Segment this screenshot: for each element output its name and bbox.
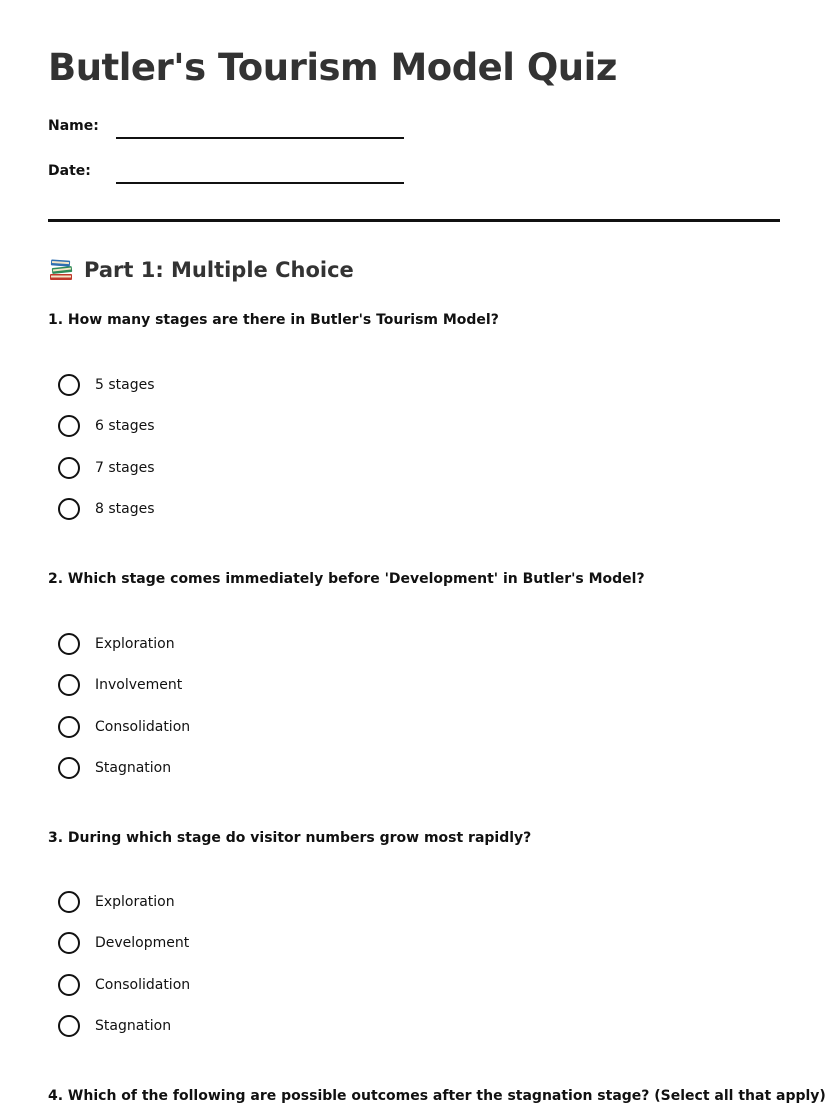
date-field [48,163,408,187]
option-label: 7 stages [95,460,155,476]
q1-option-3[interactable] [58,455,458,481]
option-label: 6 stages [95,418,155,434]
question-text: 1. How many stages are there in Butler's Tourism Model? [48,312,499,328]
option-label: Consolidation [95,719,191,735]
option-label: Stagnation [95,760,172,776]
option-label: Consolidation [95,977,191,993]
q3-option-3[interactable] [58,972,458,998]
radio-button[interactable] [58,891,80,913]
option-label: Development [95,935,190,951]
radio-button[interactable] [58,932,80,954]
q3-option-2[interactable] [58,930,458,956]
name-label: Name: [48,118,99,134]
radio-button[interactable] [58,457,80,479]
q2-option-1[interactable] [58,631,458,657]
q1-option-4[interactable] [58,496,458,522]
q3-option-4[interactable] [58,1013,458,1039]
radio-button[interactable] [58,674,80,696]
quiz-title: Butler's Tourism Model Quiz [48,46,617,89]
radio-button[interactable] [58,716,80,738]
radio-button[interactable] [58,757,80,779]
date-label: Date: [48,163,91,179]
option-label: Exploration [95,894,175,910]
radio-button[interactable] [58,974,80,996]
q1-option-2[interactable] [58,413,458,439]
q2-option-3[interactable] [58,714,458,740]
q2-option-4[interactable] [58,755,458,781]
radio-button[interactable] [58,498,80,520]
radio-button[interactable] [58,1015,80,1037]
header-divider [48,219,780,222]
date-input-line[interactable] [116,182,404,184]
radio-button[interactable] [58,415,80,437]
name-input-line[interactable] [116,137,404,139]
name-field [48,118,408,142]
section-heading [48,258,354,282]
section-heading-text: Part 1: Multiple Choice [84,258,354,282]
radio-button[interactable] [58,374,80,396]
q1-option-1[interactable] [58,372,458,398]
option-label: Involvement [95,677,183,693]
question-text: 4. Which of the following are possible outcomes after the stagnation stage? (Select all that apply) [48,1088,826,1104]
option-label: 8 stages [95,501,155,517]
option-label: 5 stages [95,377,155,393]
books-icon [48,258,74,282]
question-text: 3. During which stage do visitor numbers grow most rapidly? [48,830,532,846]
option-label: Exploration [95,636,175,652]
option-label: Stagnation [95,1018,172,1034]
radio-button[interactable] [58,633,80,655]
q2-option-2[interactable] [58,672,458,698]
q3-option-1[interactable] [58,889,458,915]
question-text: 2. Which stage comes immediately before 'Development' in Butler's Model? [48,571,645,587]
